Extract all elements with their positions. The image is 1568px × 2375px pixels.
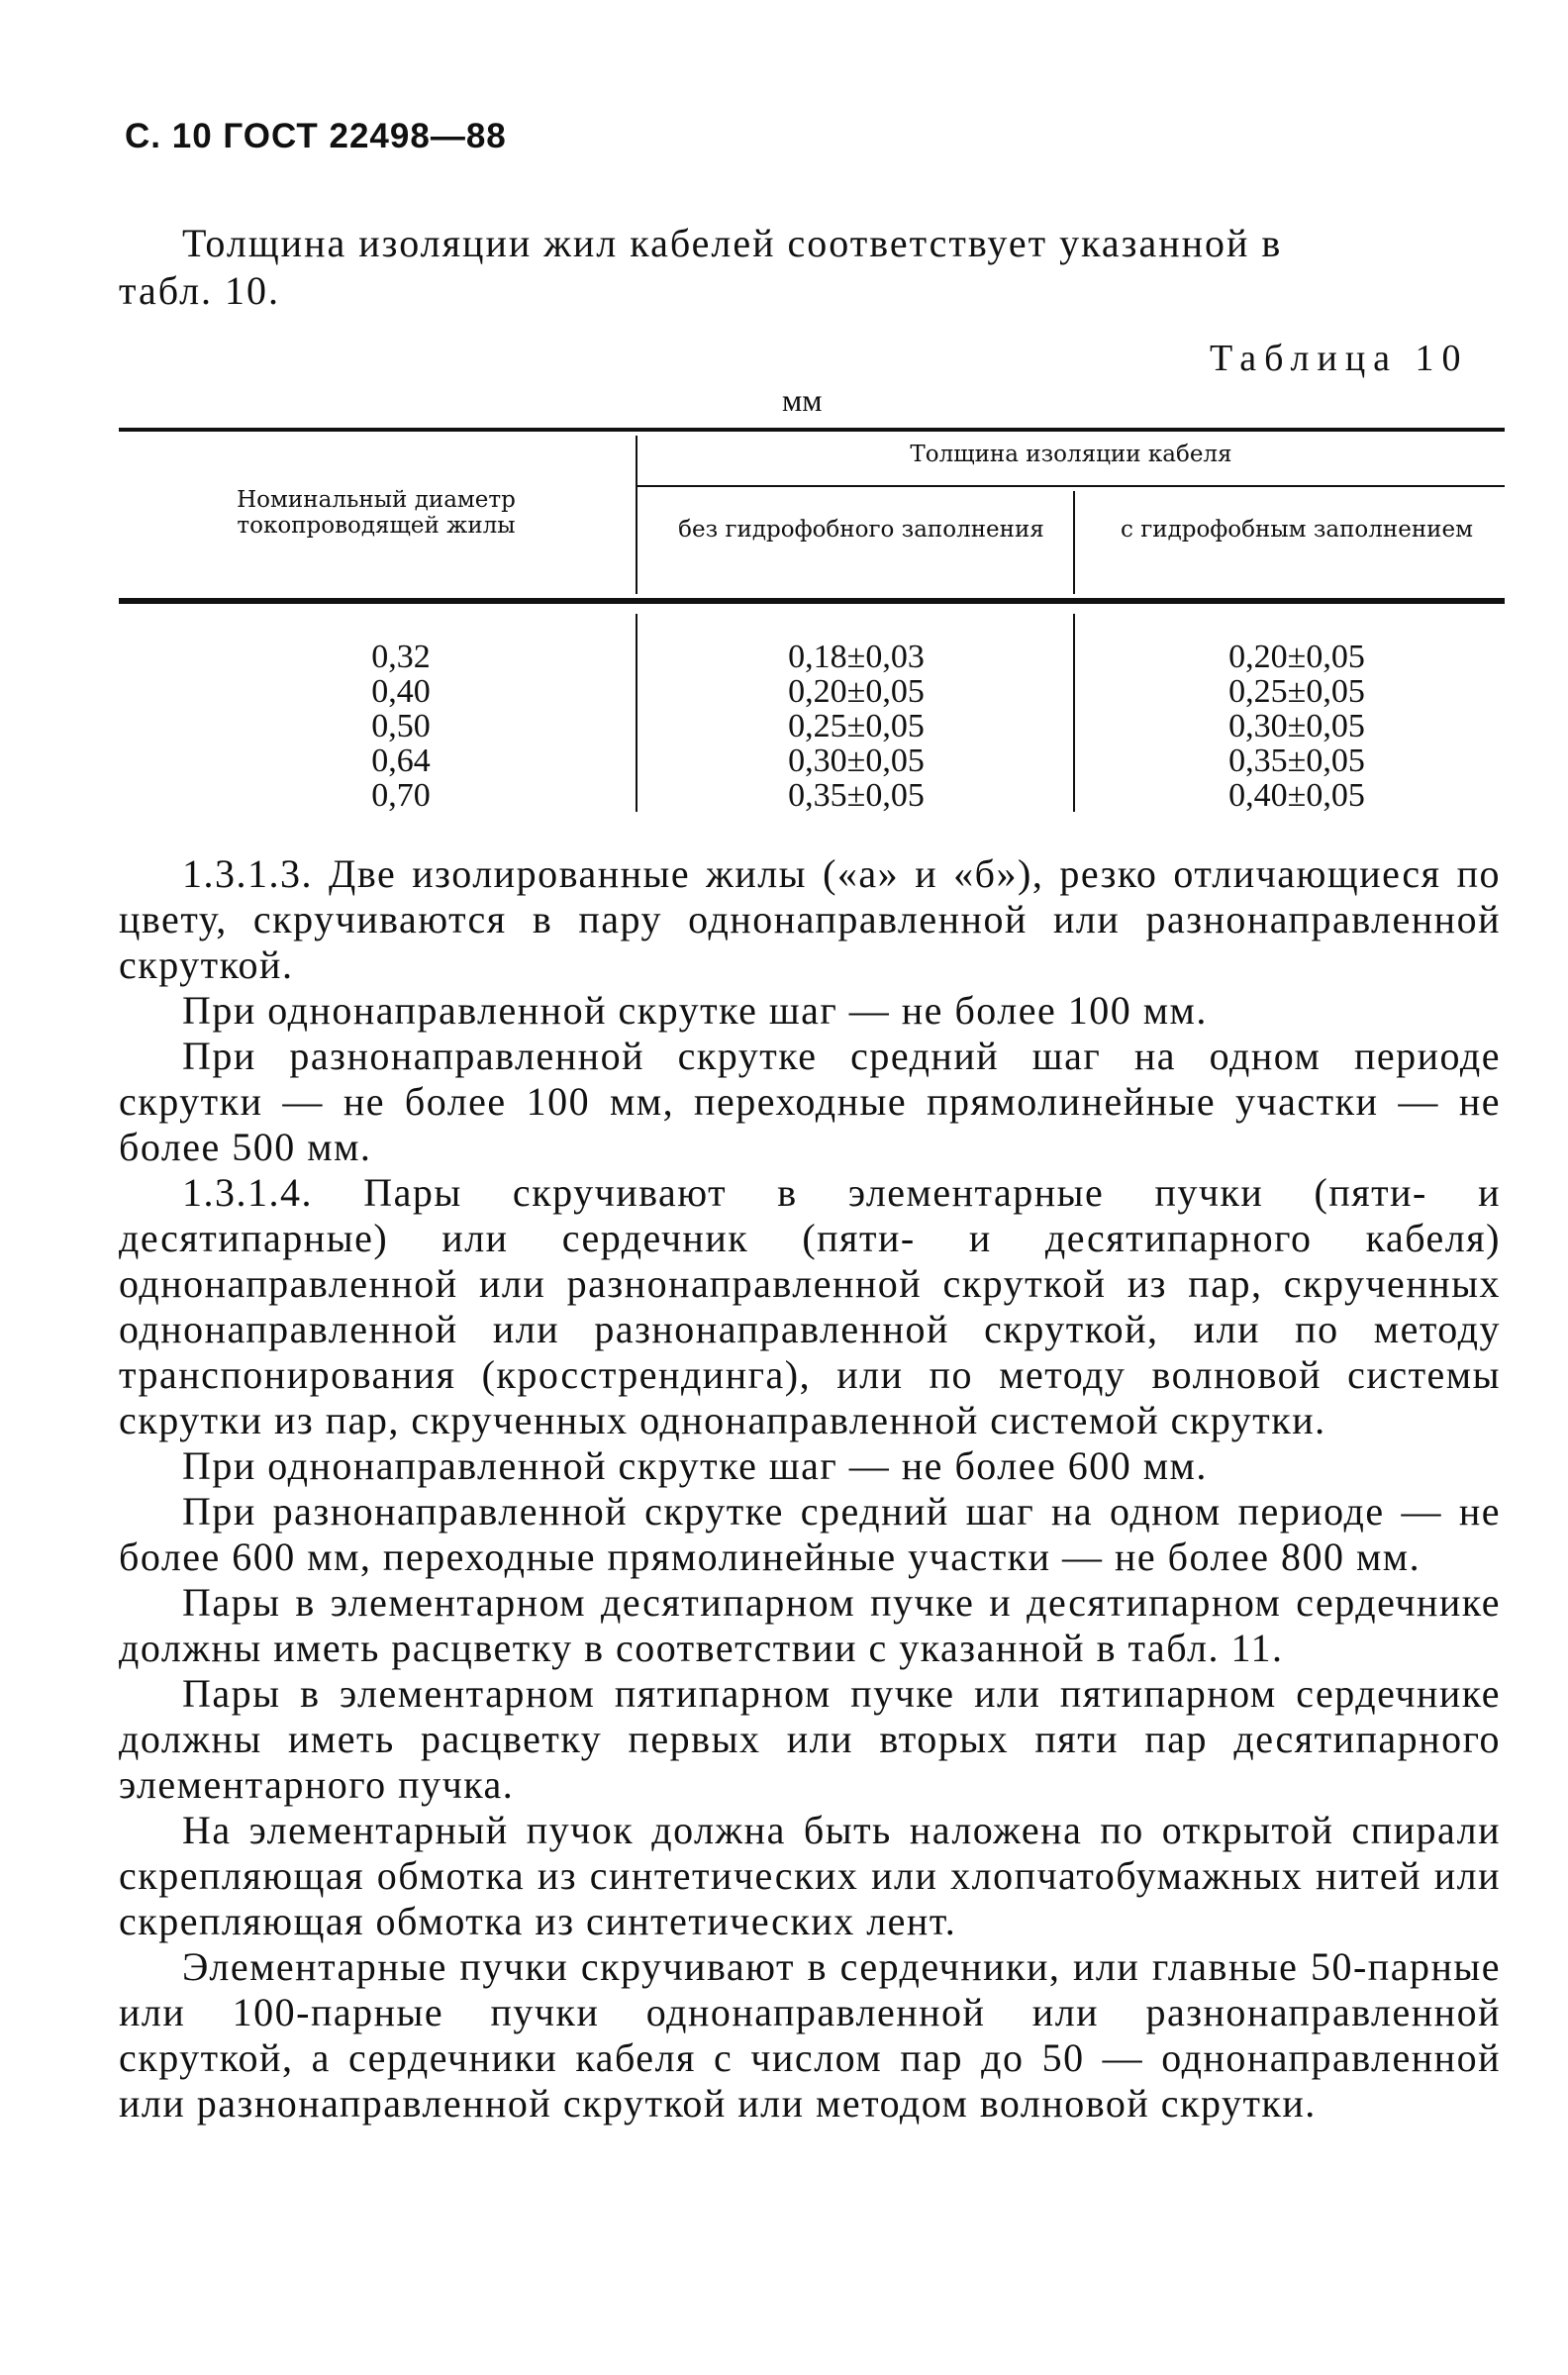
paragraph: Элементарные пучки скручивают в сердечники, или главные 50-парные или 100-парные пучки однонаправленной или разнонаправленной скруткой, а сердечники кабеля с числом пар до 50 — однонаправленной или разнонаправленной скруткой или методом волновой скрутки. bbox=[119, 1944, 1501, 2126]
col-with-fill-values bbox=[1183, 640, 1411, 813]
table-cell: 0,25±0,05 bbox=[1228, 673, 1365, 710]
col-diameter-header: Номинальный диаметр токопроводящей жилы bbox=[237, 487, 516, 539]
paragraph: На элементарный пучок должна быть наложена по открытой спирали скрепляющая обмотка из синтетических или хлопчатобумажных нитей или скрепляющая обмотка из синтетических лент. bbox=[119, 1808, 1501, 1943]
paragraph: Пары в элементарном пятипарном пучке или пятипарном сердечнике должны иметь расцветку первых или вторых пяти пар десятипарного элементарного пучка. bbox=[119, 1671, 1501, 1807]
table-cell: 0,70 bbox=[371, 777, 431, 814]
paragraph: 1.3.1.3. Две изолированные жилы («а» и «б»), резко отличающиеся по цвету, скручиваются в пару однонаправленной или разнонаправленной скруткой. bbox=[119, 851, 1501, 987]
intro-line-2: табл. 10. bbox=[119, 268, 281, 313]
table-cell: 0,40±0,05 bbox=[1228, 777, 1365, 814]
header-divider-2 bbox=[1073, 491, 1075, 594]
paragraph: При разнонаправленной скрутке средний шаг на одном периоде — не более 600 мм, переходные прямолинейные участки — не более 800 мм. bbox=[119, 1489, 1501, 1579]
table-cell: 0,50 bbox=[371, 708, 431, 744]
body-divider-1 bbox=[636, 614, 637, 812]
table-caption: Таблица 10 bbox=[1210, 338, 1469, 379]
col-diameter-values bbox=[356, 640, 445, 813]
table-cell: 0,30±0,05 bbox=[788, 742, 925, 779]
table-cell: 0,25±0,05 bbox=[788, 708, 925, 744]
insulation-table bbox=[119, 426, 1505, 817]
table-cell: 0,20±0,05 bbox=[1228, 639, 1365, 675]
table-cell: 0,32 bbox=[371, 639, 431, 675]
table-cell: 0,30±0,05 bbox=[1228, 708, 1365, 744]
table-header-rule bbox=[119, 598, 1505, 604]
paragraph: 1.3.1.4. Пары скручивают в элементарные пучки (пяти- и десятипарные) или сердечник (пяти- и десятипарного кабеля) однонаправленной или разнонаправленной скруткой из пар, скрученных однонаправленной или разнонаправленной скруткой, или по методу транспонирования (кросстрендинга), или по методу волновой системы скрутки из пар, скрученных однонаправленной системой скрутки. bbox=[119, 1170, 1501, 1442]
paragraph: Пары в элементарном десятипарном пучке и десятипарном сердечнике должны иметь расцветку в соответствии с указанной в табл. 11. bbox=[119, 1580, 1501, 1670]
group-header-rule bbox=[636, 485, 1505, 487]
table-unit: мм bbox=[782, 382, 823, 418]
table-cell: 0,35±0,05 bbox=[788, 777, 925, 814]
table-cell: 0,18±0,03 bbox=[788, 639, 925, 675]
intro-paragraph bbox=[119, 220, 1499, 315]
table-cell: 0,40 bbox=[371, 673, 431, 710]
col-without-fill-header: без гидрофобного заполнения bbox=[678, 517, 1044, 543]
page-header: С. 10 ГОСТ 22498—88 bbox=[125, 117, 507, 155]
table-cell: 0,35±0,05 bbox=[1228, 742, 1365, 779]
col-without-fill-values bbox=[742, 640, 970, 813]
group-header: Толщина изоляции кабеля bbox=[910, 442, 1232, 467]
table-cell: 0,64 bbox=[371, 742, 431, 779]
body-divider-2 bbox=[1073, 614, 1075, 812]
paragraph: При однонаправленной скрутке шаг — не более 100 мм. bbox=[182, 988, 1208, 1033]
body-text bbox=[119, 851, 1501, 2127]
table-top-rule bbox=[119, 428, 1505, 432]
table-cell: 0,20±0,05 bbox=[788, 673, 925, 710]
paragraph: При разнонаправленной скрутке средний шаг на одном периоде скрутки — не более 100 мм, переходные прямолинейные участки — не более 500 мм. bbox=[119, 1034, 1501, 1169]
col-with-fill-header: с гидрофобным заполнением bbox=[1121, 517, 1473, 543]
paragraph: При однонаправленной скрутке шаг — не более 600 мм. bbox=[182, 1443, 1208, 1488]
intro-line-1: Толщина изоляции жил кабелей соответствует указанной в bbox=[182, 221, 1283, 265]
